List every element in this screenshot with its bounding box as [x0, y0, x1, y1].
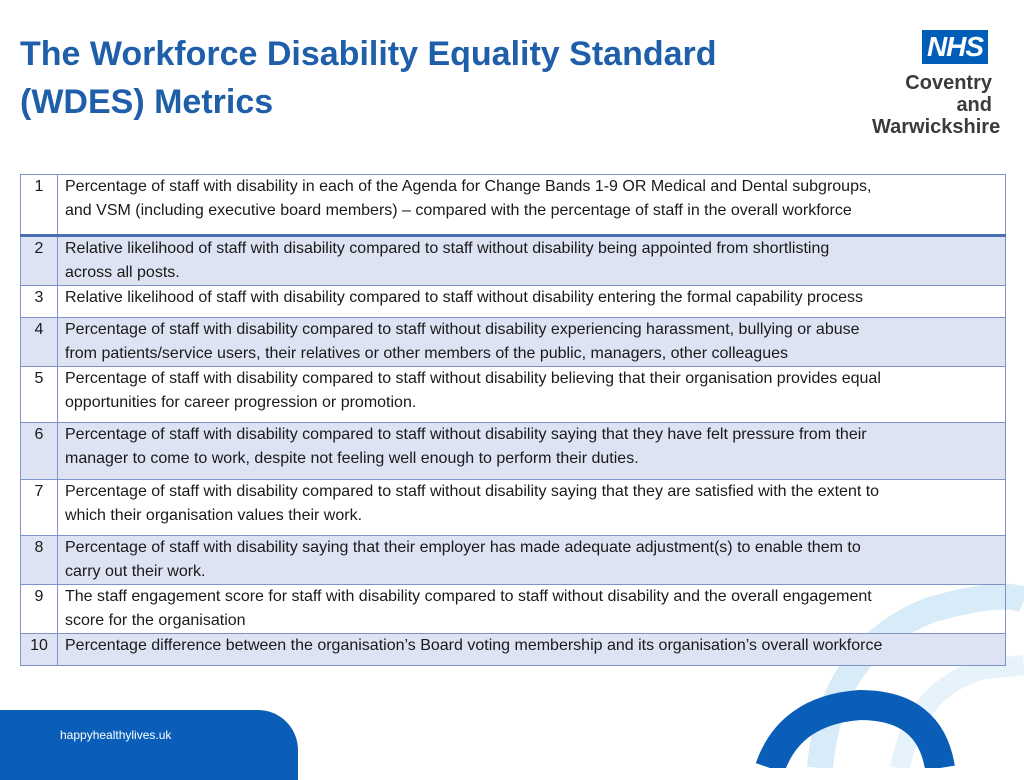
table-row [21, 236, 1006, 286]
metric-text [58, 236, 1006, 286]
metric-number: 10 [21, 634, 58, 666]
metric-text [58, 286, 1006, 318]
metric-number: 3 [21, 286, 58, 318]
metric-line: Percentage difference between the organisation’s Board voting membership and its organisation’s overall workforce [65, 637, 883, 654]
metric-number: 1 [21, 175, 58, 236]
metric-line: and VSM (including executive board members) – compared with the percentage of staff in the overall workforce [65, 202, 852, 219]
metric-line: Percentage of staff with disability saying that their employer has made adequate adjustment(s) to enable them to [65, 539, 861, 556]
metric-text [58, 480, 1006, 536]
metric-text [58, 585, 1006, 634]
metric-text [58, 367, 1006, 423]
metric-line: across all posts. [65, 264, 180, 281]
metric-text [58, 175, 1006, 236]
metric-line: Percentage of staff with disability compared to staff without disability saying that they have felt pressure from their [65, 426, 867, 443]
metric-number: 8 [21, 536, 58, 585]
metric-text [58, 423, 1006, 480]
metric-number: 2 [21, 236, 58, 286]
metric-line: The staff engagement score for staff with disability compared to staff without disability and the overall engagement [65, 588, 872, 605]
metric-line: from patients/service users, their relatives or other members of the public, managers, other colleagues [65, 345, 788, 362]
table-row [21, 480, 1006, 536]
metric-line: manager to come to work, despite not feeling well enough to perform their duties. [65, 450, 639, 467]
metric-text [58, 634, 1006, 666]
table-row [21, 634, 1006, 666]
metric-line: Percentage of staff with disability compared to staff without disability saying that they are satisfied with the extent to [65, 483, 880, 500]
table-row [21, 585, 1006, 634]
metric-line: Relative likelihood of staff with disability compared to staff without disability entering the formal capability process [65, 289, 864, 306]
metric-line: Percentage of staff with disability compared to staff without disability believing that their organisation provides equal [65, 370, 881, 387]
table-row [21, 175, 1006, 236]
footer-tab [0, 710, 298, 780]
metric-number: 4 [21, 318, 58, 367]
metric-number: 9 [21, 585, 58, 634]
title-line-1: The Workforce Disability Equality Standard [20, 35, 717, 73]
dark-arc [770, 705, 940, 768]
metric-line: Relative likelihood of staff with disability compared to staff without disability being appointed from shortlisting [65, 240, 830, 257]
table-row [21, 423, 1006, 480]
org-name [872, 72, 1001, 138]
metric-line: carry out their work. [65, 563, 206, 580]
metric-line: which their organisation values their work. [65, 507, 363, 524]
org-line-1: Coventry and [905, 72, 992, 116]
metric-number: 6 [21, 423, 58, 480]
nhs-badge: NHS [922, 30, 988, 64]
metric-line: opportunities for career progression or promotion. [65, 394, 417, 411]
metric-number: 7 [21, 480, 58, 536]
title-line-2: (WDES) Metrics [20, 83, 274, 121]
metrics-table [20, 174, 1006, 666]
table-row [21, 318, 1006, 367]
metric-line: Percentage of staff with disability in each of the Agenda for Change Bands 1-9 OR Medical and Dental subgroups, [65, 178, 872, 195]
table-row [21, 536, 1006, 585]
metric-number: 5 [21, 367, 58, 423]
metric-line: Percentage of staff with disability compared to staff without disability experiencing harassment, bullying or abuse [65, 321, 860, 338]
table-row [21, 286, 1006, 318]
table-row [21, 367, 1006, 423]
metric-text [58, 318, 1006, 367]
footer-url: happyhealthylives.uk [60, 728, 172, 742]
metric-text [58, 536, 1006, 585]
org-line-2: Warwickshire [872, 116, 1001, 138]
page-title [20, 30, 820, 126]
metric-line: score for the organisation [65, 612, 246, 629]
